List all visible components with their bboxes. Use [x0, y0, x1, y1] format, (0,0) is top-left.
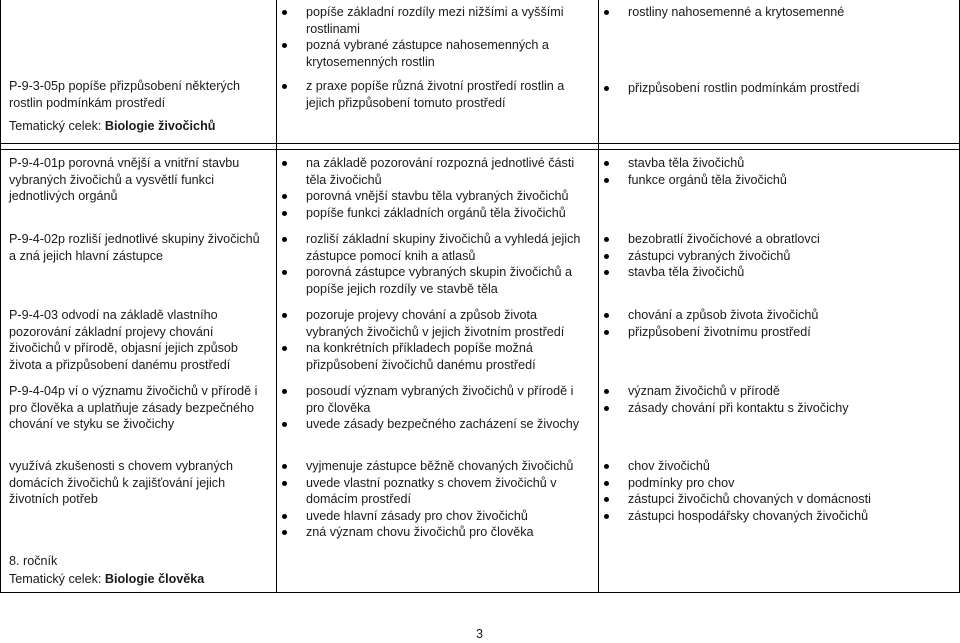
list-item: na základě pozorování rozpozná jednotlivé části těla živočichů [276, 155, 594, 188]
list-item: pozná vybrané zástupce nahosemenných a krytosemenných rostlin [276, 37, 594, 70]
bullet-icon [282, 313, 287, 318]
curriculum-list [276, 458, 594, 541]
section-divider-bottom [0, 149, 960, 150]
list-item: přizpůsobení rostlin podmínkám prostředí [598, 80, 958, 97]
list-item: chov živočichů [598, 458, 958, 475]
bullet-icon [282, 211, 287, 216]
curriculum-list [276, 307, 594, 373]
curriculum-list [276, 155, 594, 221]
section-divider-top [0, 143, 960, 144]
curriculum-list-top [276, 4, 594, 111]
bullet-icon [604, 464, 609, 469]
topics-list [598, 458, 958, 524]
bullet-icon [604, 10, 609, 15]
curriculum-list [276, 231, 594, 297]
list-item: zástupci živočichů chovaných v domácnosti [598, 491, 958, 508]
bullet-icon [282, 422, 287, 427]
list-item: uvede hlavní zásady pro chov živočichů [276, 508, 594, 525]
curriculum-list [276, 383, 594, 433]
list-item: z praxe popíše různá životní prostředí rostlin a jejich přizpůsobení tomuto prostředí [276, 78, 594, 111]
bullet-icon [282, 161, 287, 166]
bullet-icon [604, 270, 609, 275]
topic-heading [9, 571, 264, 588]
list-item: stavba těla živočichů [598, 264, 958, 281]
bullet-icon [282, 389, 287, 394]
bullet-icon [282, 237, 287, 242]
outcome-cell: P-9-4-04p ví o významu živočichů v přírodě i pro člověka a uplatňuje zásady bezpečného chování ve styku se živočichy [9, 384, 258, 431]
bullet-icon [604, 481, 609, 486]
list-item: pozoruje projevy chování a způsob života vybraných živočichů v jejich životním prostředí [276, 307, 594, 340]
topic-name: Biologie živočichů [104, 119, 216, 133]
list-item: posoudí význam vybraných živočichů v přírodě i pro člověka [276, 383, 594, 416]
list-item: podmínky pro chov [598, 475, 958, 492]
bullet-icon [604, 313, 609, 318]
table-bottom-border [0, 592, 960, 593]
bullet-icon [604, 389, 609, 394]
outcome-cell: P-9-4-03 odvodí na základě vlastního pozorování základní projevy chování živočichů v přírodě, objasní jejich způsob života a přizpůsobení danému prostředí [9, 308, 238, 372]
list-item: bezobratlí živočichové a obratlovci [598, 231, 958, 248]
list-item: význam živočichů v přírodě [598, 383, 958, 400]
bullet-icon [604, 178, 609, 183]
list-item: porovná zástupce vybraných skupin živočichů a popíše jejich rozdíly ve stavbě těla [276, 264, 594, 297]
topics-list [598, 307, 958, 340]
topic-prefix: Tematický celek: [9, 119, 105, 133]
list-item: na konkrétních příkladech popíše možná přizpůsobení živočichů danému prostředí [276, 340, 594, 373]
list-item: uvede vlastní poznatky s chovem živočichů v domácím prostředí [276, 475, 594, 508]
bullet-icon [604, 406, 609, 411]
list-item: chování a způsob života živočichů [598, 307, 958, 324]
list-item: stavba těla živočichů [598, 155, 958, 172]
topics-list [598, 231, 958, 281]
topic-name: Biologie člověka [104, 572, 205, 586]
list-item: funkce orgánů těla živočichů [598, 172, 958, 189]
page-number: 3 [476, 627, 484, 641]
grade-label: 8. ročník [9, 554, 58, 568]
list-item: porovná vnější stavbu těla vybraných živočichů [276, 188, 594, 205]
bullet-icon [282, 464, 287, 469]
bullet-icon [282, 514, 287, 519]
list-item: popíše funkci základních orgánů těla živočichů [276, 205, 594, 222]
list-item: vyjmenuje zástupce běžně chovaných živočichů [276, 458, 594, 475]
list-item: uvede zásady bezpečného zacházení se živochy [276, 416, 594, 433]
bullet-icon [282, 270, 287, 275]
topics-list [598, 383, 958, 416]
bullet-icon [604, 237, 609, 242]
bullet-icon [604, 330, 609, 335]
bullet-icon [282, 481, 287, 486]
list-item: přizpůsobení životnímu prostředí [598, 324, 958, 341]
bullet-icon [282, 530, 287, 535]
list-item: rozliší základní skupiny živočichů a vyhledá jejich zástupce pomocí knih a atlasů [276, 231, 594, 264]
list-item: popíše základní rozdíly mezi nižšími a vyššími rostlinami [276, 4, 594, 37]
list-item: zná význam chovu živočichů pro člověka [276, 524, 594, 541]
bullet-icon [282, 84, 287, 89]
topics-list-top [598, 4, 958, 96]
list-item: zástupci hospodářsky chovaných živočichů [598, 508, 958, 525]
bullet-icon [604, 254, 609, 259]
bullet-icon [604, 161, 609, 166]
bullet-icon [604, 514, 609, 519]
topic-prefix: Tematický celek: [9, 572, 105, 586]
bullet-icon [282, 43, 287, 48]
outcome-cell: P-9-4-02p rozliší jednotlivé skupiny živočichů a zná jejich hlavní zástupce [9, 232, 260, 263]
bullet-icon [282, 346, 287, 351]
bullet-icon [604, 497, 609, 502]
table-border-left [0, 0, 1, 593]
list-item: zásady chování při kontaktu s živočichy [598, 400, 958, 417]
outcome-cell: využívá zkušenosti s chovem vybraných domácích živočichů k zajišťování jejich životních potřeb [9, 459, 233, 506]
bullet-icon [282, 194, 287, 199]
topic-heading [9, 118, 264, 135]
topics-list [598, 155, 958, 188]
bullet-icon [604, 86, 609, 91]
bullet-icon [282, 10, 287, 15]
list-item: zástupci vybraných živočichů [598, 248, 958, 265]
outcome-code: P-9-3-05p popíše přizpůsobení některých rostlin podmínkám prostředí [9, 79, 241, 110]
list-item: rostliny nahosemenné a krytosemenné [598, 4, 958, 21]
outcome-cell: P-9-4-01p porovná vnější a vnitřní stavbu vybraných živočichů a vysvětlí funkci jednotlivých orgánů [9, 156, 240, 203]
